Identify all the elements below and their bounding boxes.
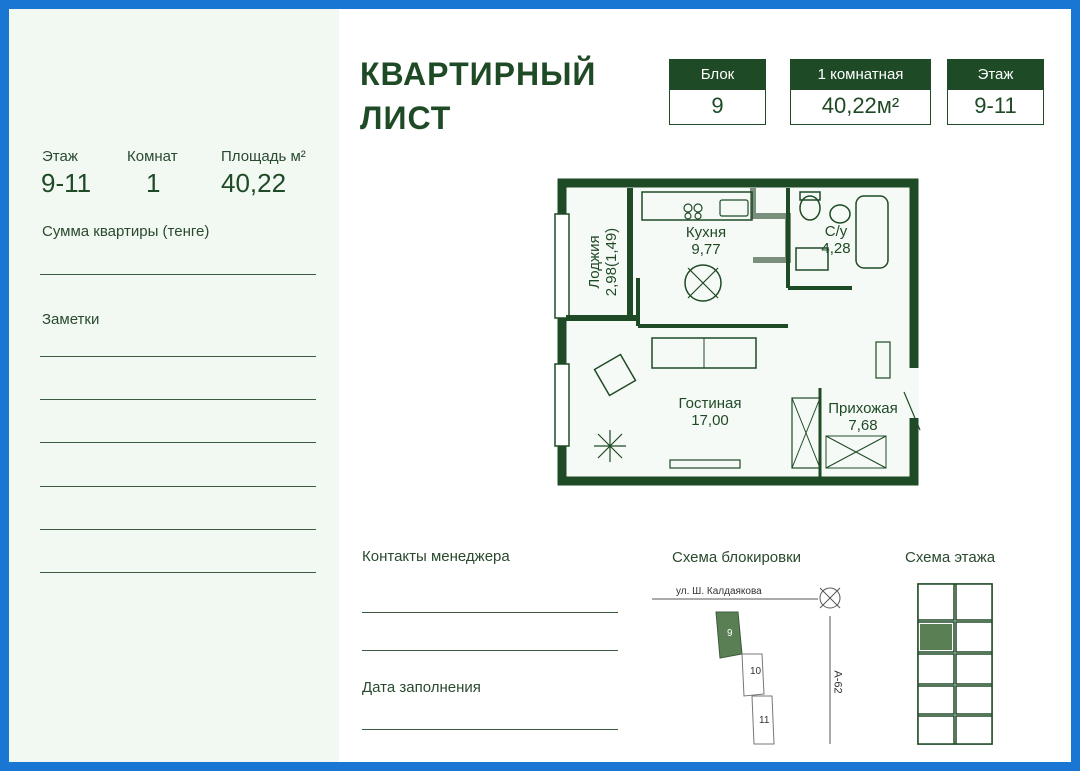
notes-line[interactable] [40, 486, 316, 487]
price-line[interactable] [40, 274, 316, 275]
room-bathroom [810, 223, 862, 257]
block-10-label: 10 [750, 666, 762, 677]
page-title [360, 52, 596, 140]
notes-line[interactable] [40, 356, 316, 357]
manager-label: Контакты менеджера [362, 548, 510, 565]
badge-value: 9 [711, 93, 724, 118]
badge-label: Блок [670, 60, 765, 90]
room-kitchen [670, 224, 742, 258]
kitchen-area: 9,77 [691, 241, 721, 258]
room-living [668, 395, 752, 429]
floor-badge [947, 59, 1044, 125]
notes-line[interactable] [40, 399, 316, 400]
block-9-label: 9 [727, 628, 733, 639]
hall-area: 7,68 [848, 417, 878, 434]
area-label: Площадь м² [221, 148, 306, 165]
title-line-2: ЛИСТ [360, 100, 452, 136]
left-panel [9, 9, 339, 762]
manager-line[interactable] [362, 612, 618, 613]
living-area: 17,00 [691, 412, 729, 429]
room-loggia [574, 227, 634, 297]
date-label: Дата заполнения [362, 679, 481, 696]
road-label: А-62 [831, 670, 844, 694]
floor-label: Этаж [42, 148, 78, 165]
floor-scheme-label: Схема этажа [905, 549, 996, 566]
rooms-label: Комнат [127, 148, 178, 165]
badge-value: 40,22м² [821, 93, 900, 118]
notes-line[interactable] [40, 442, 316, 443]
floor-scheme [910, 580, 1000, 748]
title-line-1: КВАРТИРНЫЙ [360, 56, 597, 92]
loggia-label: Лоджия 2,98(1,49) [586, 227, 620, 297]
manager-line[interactable] [362, 650, 618, 651]
living-name: Гостиная [678, 395, 742, 412]
area-value: 40,22 [221, 168, 287, 198]
notes-label: Заметки [42, 311, 100, 328]
block-11-label: 11 [759, 715, 770, 726]
block-scheme [650, 576, 860, 751]
hall-name: Прихожая [828, 400, 898, 417]
date-line[interactable] [362, 729, 618, 730]
floor-value: 9-11 [41, 168, 92, 198]
notes-line[interactable] [40, 529, 316, 530]
bath-name: С/у [824, 223, 848, 240]
rooms-value: 1 [146, 168, 161, 198]
notes-line[interactable] [40, 572, 316, 573]
badge-value: 9-11 [974, 93, 1017, 118]
block-scheme-label: Схема блокировки [672, 549, 802, 566]
rooms-badge [790, 59, 931, 125]
street-label: ул. Ш. Калдаякова [676, 586, 762, 597]
bath-area: 4,28 [821, 240, 851, 257]
block-badge [669, 59, 766, 125]
badge-label: 1 комнатная [791, 60, 930, 90]
badge-label: Этаж [948, 60, 1043, 90]
room-hallway [820, 400, 906, 434]
price-label: Сумма квартиры (тенге) [42, 223, 210, 240]
kitchen-name: Кухня [685, 224, 727, 241]
